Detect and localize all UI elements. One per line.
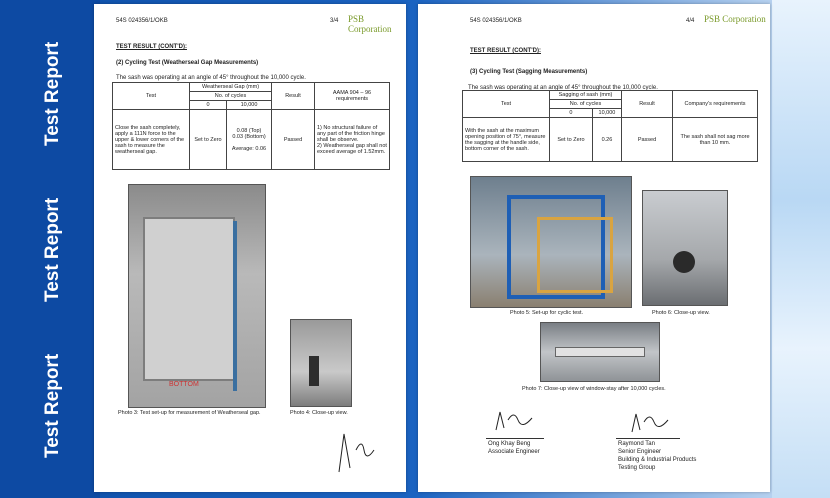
th-result: Result <box>272 83 315 110</box>
signer-2-title-2: Building & Industrial Products <box>618 457 697 463</box>
report-page-4 <box>418 4 770 492</box>
test-note: The sash was operating at an angle of 45° throughout the 10,000 cycle. <box>468 85 658 91</box>
th-cycles: No. of cycles <box>190 92 272 101</box>
sagging-table <box>462 90 758 162</box>
photo-6-caption: Photo 6: Close-up view. <box>652 310 710 316</box>
report-ref: 54S 024356/1/OKB <box>116 18 168 24</box>
td-test-desc: With the sash at the maximum opening position of 75°, measure the sagging at the handle side, bottom corner of the sash. <box>463 118 550 162</box>
photo-3 <box>128 184 266 408</box>
photo-4 <box>290 319 352 407</box>
test-note: The sash was operating at an angle of 45° throughout the 10,000 cycle. <box>116 75 306 81</box>
window-sash-shape <box>143 217 235 381</box>
pipe-shape <box>233 221 237 391</box>
gauge-shape <box>309 356 319 386</box>
subsection-title: (2) Cycling Test (Weatherseal Gap Measurements) <box>116 60 259 66</box>
window-stay-shape <box>555 347 645 357</box>
th-cycle-0: 0 <box>550 109 593 118</box>
td-result: Passed <box>272 110 315 170</box>
photo-5 <box>470 176 632 308</box>
req-1: 1) No structural failure of any part of the friction hinge shall be observe. <box>317 124 385 143</box>
th-test: Test <box>113 83 190 110</box>
td-cycle-10000 <box>227 110 272 170</box>
th-sag: Sagging of sash (mm) <box>550 91 622 100</box>
side-label-2 <box>42 262 64 302</box>
report-page-3 <box>94 4 406 492</box>
signer-2-title-1: Senior Engineer <box>618 449 662 455</box>
signer-2-title-3: Testing Group <box>618 465 656 471</box>
td-result: Passed <box>622 118 673 162</box>
signer-1-title: Associate Engineer <box>488 449 540 455</box>
side-label-1 <box>42 106 64 146</box>
signature-ong <box>492 408 538 434</box>
page-number: 3/4 <box>330 18 339 24</box>
right-decoration <box>772 0 830 498</box>
td-requirements <box>315 110 390 170</box>
signature-page3 <box>334 428 384 478</box>
section-heading: TEST RESULT (CONT'D): <box>470 48 541 54</box>
subsection-title: (3) Cycling Test (Sagging Measurements) <box>470 69 588 75</box>
dial-gauge-shape <box>673 251 695 273</box>
signature-raymond <box>628 410 674 436</box>
th-cycle-10000: 10,000 <box>227 101 272 110</box>
yellow-frame-shape <box>537 217 613 293</box>
signer-2-name: Raymond Tan <box>618 441 655 447</box>
th-test: Test <box>463 91 550 118</box>
td-cycle-0: Set to Zero <box>190 110 227 170</box>
td-cycle-10000: 0.26 <box>592 118 621 162</box>
gap-top: 0.08 (Top) <box>236 127 262 134</box>
photo-6 <box>642 190 728 306</box>
th-cycle-0: 0 <box>190 101 227 110</box>
th-requirements: Company's requirements <box>673 91 758 118</box>
psb-logo: PSB Corporation <box>348 14 392 34</box>
gap-average: Average: 0.06 <box>231 145 267 152</box>
signer-1-name: Ong Khay Beng <box>488 441 531 447</box>
psb-logo: PSB Corporation <box>704 14 766 24</box>
photo-3-caption: Photo 3: Test set-up for measurement of Weatherseal gap. <box>118 410 261 416</box>
side-label-3 <box>42 418 64 458</box>
th-requirements: AAMA 904 – 96 requirements <box>315 83 390 110</box>
photo-7 <box>540 322 660 382</box>
th-result: Result <box>622 91 673 118</box>
photo-5-caption: Photo 5: Set-up for cyclic test. <box>510 310 584 316</box>
th-gap: Weatherseal Gap (mm) <box>190 83 272 92</box>
photo-7-caption: Photo 7: Close-up view of window-stay after 10,000 cycles. <box>522 386 666 392</box>
req-2: 2) Weatherseal gap shall not exceed average of 1.52mm. <box>317 142 387 155</box>
signature-line-2 <box>616 438 680 439</box>
photo-4-caption: Photo 4: Close-up view. <box>290 410 348 416</box>
signature-line-1 <box>486 438 544 439</box>
td-requirements: The sash shall not sag more than 10 mm. <box>673 118 758 162</box>
weatherseal-table <box>112 82 390 170</box>
td-test-desc: Close the sash completely, apply a 111N force to the upper & lower corners of the sash to measure the weatherseal gap. <box>113 110 190 170</box>
report-ref: 54S 024356/1/OKB <box>470 18 522 24</box>
section-heading: TEST RESULT (CONT'D): <box>116 44 187 50</box>
th-cycles: No. of cycles <box>550 100 622 109</box>
td-cycle-0: Set to Zero <box>550 118 593 162</box>
photo-3-marking: BOTTOM <box>169 381 199 388</box>
gap-bottom: 0.03 (Bottom) <box>232 133 266 140</box>
th-cycle-10000: 10,000 <box>592 109 621 118</box>
page-number: 4/4 <box>686 18 695 24</box>
